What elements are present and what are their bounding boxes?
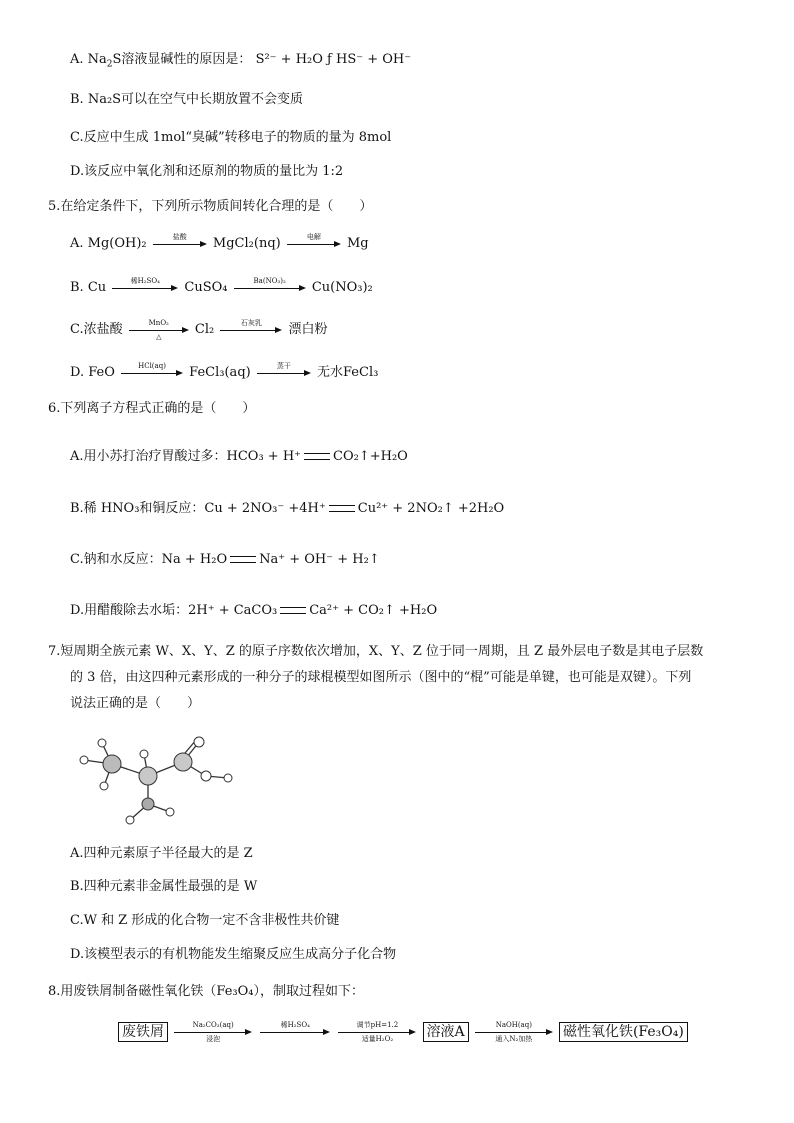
q8-stem: 8.用废铁屑制备磁性氧化铁（Fe₃O₄），制取过程如下：	[48, 984, 364, 999]
q6-c-right: Na⁺ + OH⁻ + H₂↑	[259, 552, 380, 567]
q6-d-left: D.用醋酸除去水垢：2H⁺ + CaCO₃	[70, 603, 278, 618]
q5-a-mid: MgCl₂(nq)	[212, 236, 281, 251]
q7-option-b[interactable]: B.四种元素非金属性最强的是 W	[70, 879, 258, 894]
q7-option-d[interactable]: D.该模型表示的有机物能发生缩聚反应生成高分子化合物	[70, 947, 397, 962]
q5-d-end: 无水FeCl₃	[317, 365, 379, 380]
q5-b-mid: CuSO₄	[184, 280, 228, 295]
flow-box-solution-a: 溶液A	[423, 1022, 469, 1042]
q7-stem-line3: 说法正确的是（ ）	[70, 696, 201, 711]
q6-option-a[interactable]	[70, 447, 408, 467]
equals-sign	[280, 607, 306, 614]
q4-option-a-equation: S²⁻ + H₂O ƒ HS⁻ + OH⁻	[255, 52, 412, 67]
equals-sign	[230, 556, 256, 563]
q7-option-a[interactable]: A.四种元素原子半径最大的是 Z	[70, 846, 253, 861]
q5-c-arrow1: MnO₂ △	[129, 321, 189, 339]
q6-option-c[interactable]	[70, 550, 380, 570]
q6-a-right: CO₂↑+H₂O	[333, 449, 408, 464]
q4-option-a[interactable]	[70, 50, 411, 70]
q5-b-arrow2: Ba(NO₃)₂	[234, 279, 306, 297]
q5-a-end: Mg	[347, 236, 369, 251]
q5-c-arrow2: 石灰乳	[220, 321, 282, 339]
q5-a-arrow1: 盐酸	[153, 235, 207, 253]
q6-b-left: B.稀 HNO₃和铜反应：Cu + 2NO₃⁻ +4H⁺	[70, 501, 326, 516]
q6-stem: 6.下列离子方程式正确的是（ ）	[48, 401, 256, 416]
q4-option-d[interactable]: D.该反应中氧化剂和还原剂的物质的量比为 1:2	[70, 164, 344, 179]
q5-b-end: Cu(NO₃)₂	[311, 280, 373, 295]
q6-a-left: A.用小苏打治疗胃酸过多：HCO₃ + H⁺	[70, 449, 302, 464]
q5-c-label: C.浓盐酸	[70, 322, 123, 337]
q5-option-c[interactable]	[70, 320, 328, 340]
q6-d-right: Ca²⁺ + CO₂↑ +H₂O	[309, 603, 438, 618]
q6-option-b[interactable]	[70, 499, 504, 519]
q5-d-arrow2: 蒸干	[257, 364, 311, 382]
flow-box-scrap-iron: 废铁屑	[118, 1022, 168, 1042]
ball-and-stick-model	[70, 728, 250, 828]
q4-option-c[interactable]: C.反应中生成 1mol“臭碱”转移电子的物质的量为 8mol	[70, 130, 392, 145]
q5-option-b[interactable]	[70, 278, 373, 298]
q6-option-d[interactable]	[70, 601, 437, 621]
q4-option-b[interactable]: B. Na₂S可以在空气中长期放置不会变质	[70, 92, 304, 107]
q5-c-mid: Cl₂	[194, 322, 215, 337]
q5-a-arrow2: 电解	[287, 235, 341, 253]
flow-arrow-3: 调节pH=1.2 适量H₂O₂	[338, 1023, 416, 1041]
q5-option-a[interactable]	[70, 234, 369, 254]
q7-stem-line1: 7.短周期全族元素 W、X、Y、Z 的原子序数依次增加，X、Y、Z 位于同一周期，且 Z 最外层电子数是其电子层数	[48, 644, 704, 659]
q7-option-c[interactable]: C.W 和 Z 形成的化合物一定不含非极性共价键	[70, 913, 340, 928]
q5-a-label: A. Mg(OH)₂	[70, 236, 147, 251]
process-flow	[118, 1022, 688, 1042]
q5-d-mid: FeCl₃(aq)	[189, 365, 251, 380]
q7-stem-line2: 的 3 倍，由这四种元素形成的一种分子的球棍模型如图所示（图中的“棍”可能是单键，也可能是双键）。下列	[70, 670, 692, 685]
flow-arrow-2: 稀H₂SO₄	[260, 1023, 330, 1041]
flow-box-magnetic-iron-oxide: 磁性氧化铁(Fe₃O₄)	[559, 1022, 688, 1042]
q5-c-end: 漂白粉	[288, 322, 328, 337]
q6-c-left: C.钠和水反应：Na + H₂O	[70, 552, 228, 567]
q5-b-label: B. Cu	[70, 280, 107, 295]
equals-sign	[304, 453, 330, 460]
q6-b-right: Cu²⁺ + 2NO₂↑ +2H₂O	[357, 501, 505, 516]
q5-stem: 5.在给定条件下，下列所示物质间转化合理的是（ ）	[48, 199, 373, 214]
flow-arrow-1: Na₂CO₃(aq) 浸泡	[174, 1023, 252, 1041]
q5-option-d[interactable]	[70, 363, 378, 383]
equals-sign	[329, 505, 355, 512]
flow-arrow-4: NaOH(aq) 通入N₂加热	[475, 1023, 553, 1041]
q5-d-label: D. FeO	[70, 365, 115, 380]
q4-option-a-label: A. $Na_2S$溶液显碱性的原因是：	[70, 52, 252, 70]
q5-b-arrow1: 稀H₂SO₄	[112, 279, 178, 297]
q5-d-arrow1: HCl(aq)	[121, 364, 183, 382]
